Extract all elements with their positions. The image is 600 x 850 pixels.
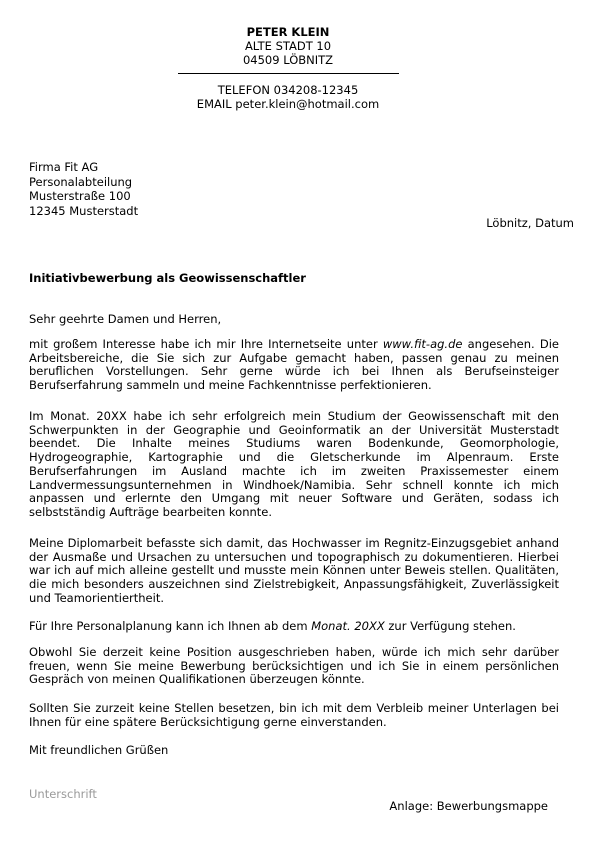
paragraph-thesis: Meine Diplomarbeit befasste sich damit, das Hochwasser im Regnitz-Einzugsgebiet anhand der Ausmaße und Ursachen zu untersuchen und topographisch zu dokumentieren. Hierbei war ich auf mich alleine gestellt und musste mein Können unter Beweis stellen. Qualitäten, die mich besonders auszeichnen sind Zielstrebigkeit, Anpassungsfähigkeit, Zuverlässigkeit und Teamorientiertheit. (29, 536, 559, 605)
intro-text-before: mit großem Interesse habe ich mir Ihre Internetseite unter (29, 337, 383, 351)
place-date: Löbnitz, Datum (486, 216, 574, 230)
recipient-city: 12345 Musterstadt (29, 203, 139, 218)
paragraph-availability (29, 620, 559, 634)
signature-placeholder: Unterschrift (29, 787, 97, 801)
paragraph-documents: Sollten Sie zurzeit keine Stellen besetzen, bin ich mit dem Verbleib meiner Unterlagen bei Ihnen für eine spätere Berücksichtigung gerne einverstanden. (29, 701, 559, 729)
sender-email: EMAIL peter.klein@hotmail.com (196, 97, 380, 111)
letter-subject: Initiativbewerbung als Geowissenschaftler (29, 271, 306, 285)
closing-greeting: Mit freundlichen Grüßen (29, 743, 169, 757)
availability-text-before: Für Ihre Personalplanung kann ich Ihnen ab dem (29, 619, 312, 633)
paragraph-intro (29, 338, 559, 393)
sender-phone: TELEFON 034208-12345 (217, 83, 359, 97)
availability-text-after: zur Verfügung stehen. (384, 619, 516, 633)
website-link: www.fit-ag.de (382, 337, 463, 351)
paragraph-interview: Obwohl Sie derzeit keine Position ausgeschrieben haben, würde ich mich sehr darüber freuen, wenn Sie meine Bewerbung berücksichtigen und ich Sie in einem persönlichen Gespräch von meinen Qualifikationen überzeugen könnte. (29, 645, 559, 687)
intro-text-after: angesehen. Die Arbeitsbereiche, die Sie sich zur Aufgabe gemacht haben, passen genau zu meinen beruflichen Vorstellungen. Sehr gerne würde ich bei Ihnen als Berufseinsteiger Berufserfahrung sammeln und meine Fachkenntnisse perfektionieren. (29, 337, 559, 393)
sender-city: 04509 LÖBNITZ (242, 53, 334, 67)
sender-name: PETER KLEIN (246, 25, 330, 39)
paragraph-studies: Im Monat. 20XX habe ich sehr erfolgreich mein Studium der Geowissenschaft mit den Schwerpunkten in der Geographie und Geoinformatik an der Universität Musterstadt beendet. Die Inhalte meines Studiums waren Bodenkunde, Geomorphologie, Hydrogeographie, Kartographie und die Gletscherkunde im Alpenraum. Erste Berufserfahrungen im Ausland machte ich im zweiten Praxissemester einem Landvermessungsunternehmen in Windhoek/Namibia. Sehr schnell konnte ich mich anpassen und erlernte den Umgang mit neuer Software und Geräten, sodass ich selbstständig Aufträge bearbeiten konnte. (29, 409, 559, 519)
recipient-department: Personalabteilung (29, 174, 133, 189)
salutation: Sehr geehrte Damen und Herren, (29, 312, 222, 326)
recipient-company: Firma Fit AG (29, 160, 99, 174)
enclosure-note: Anlage: Bewerbungsmappe (389, 799, 548, 813)
sender-street: ALTE STADT 10 (244, 39, 332, 53)
recipient-address (29, 160, 138, 218)
header-divider (178, 73, 399, 74)
availability-date: Monat. 20XX (311, 619, 385, 633)
recipient-street: Musterstraße 100 (29, 189, 131, 203)
